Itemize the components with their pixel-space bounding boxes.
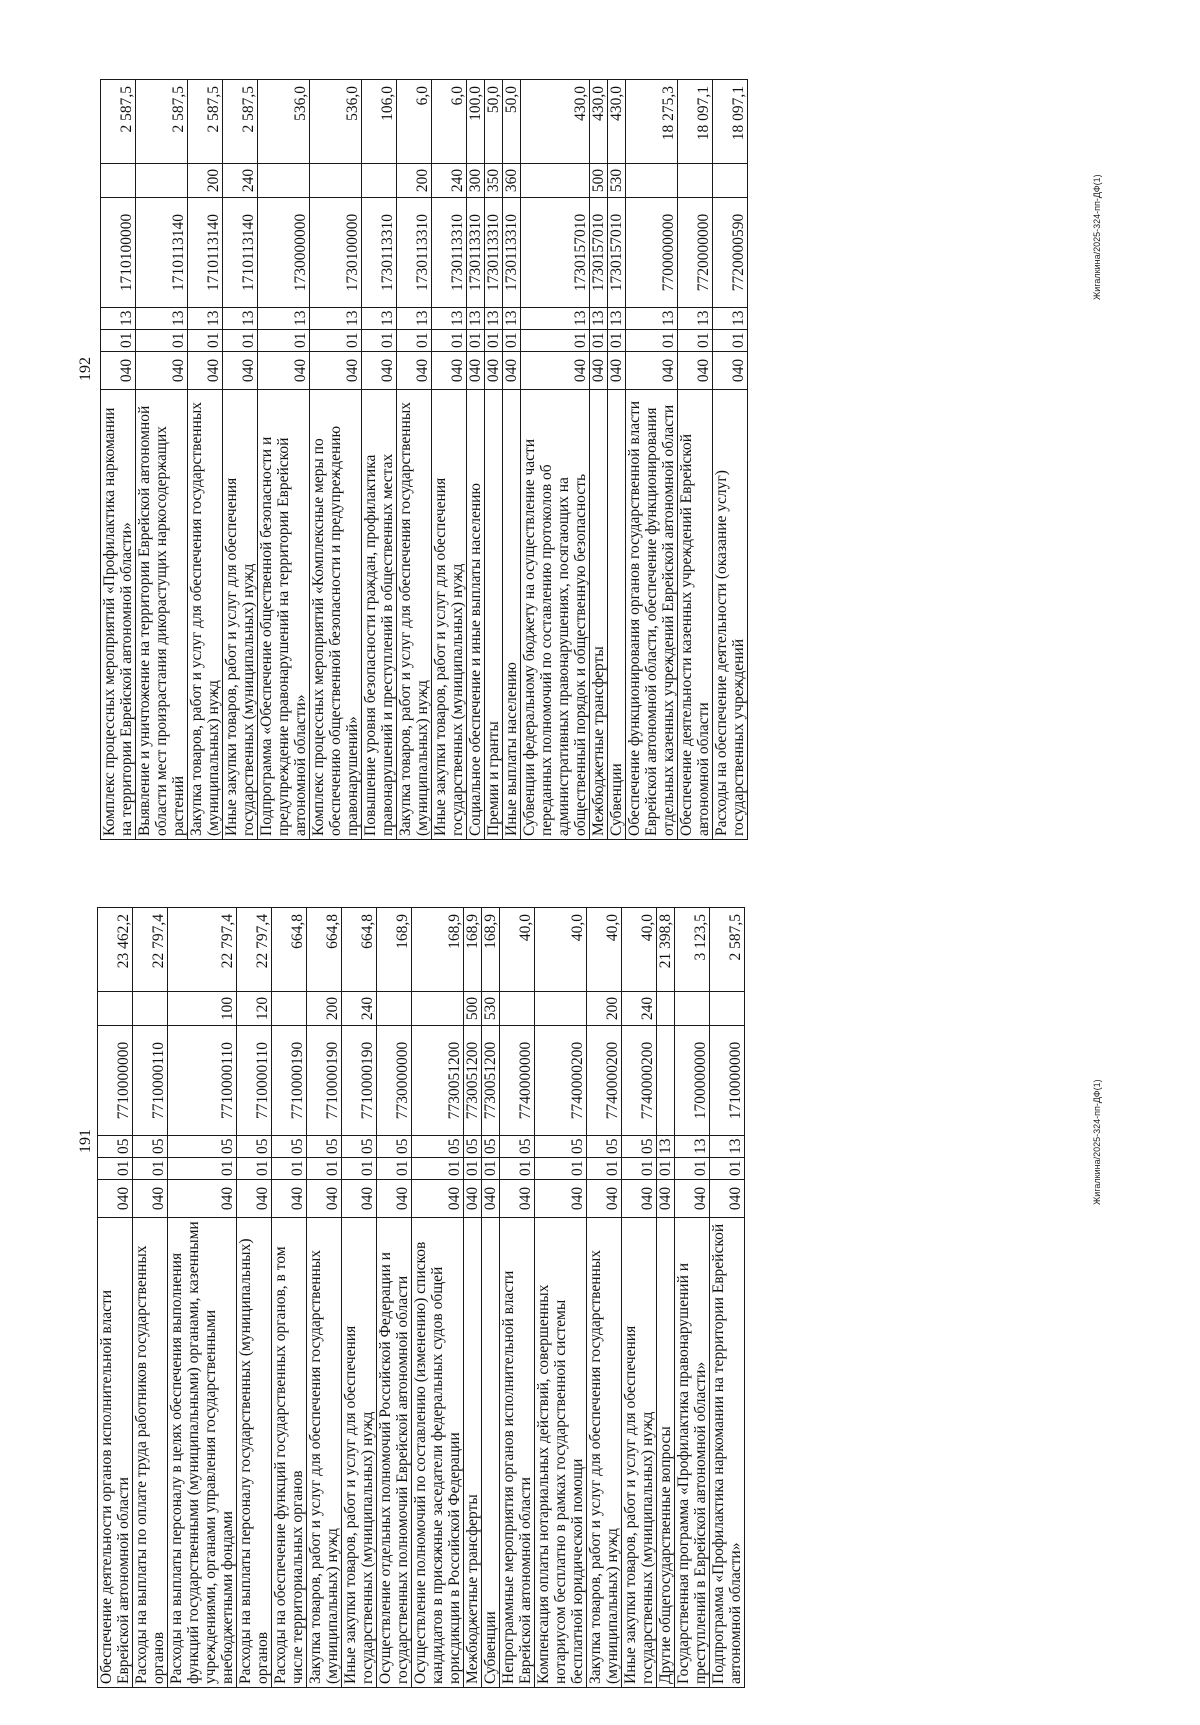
row-amount: 2 587,5 xyxy=(710,908,745,992)
row-vr xyxy=(412,992,464,1026)
page-left xyxy=(97,908,957,1688)
row-amount: 40,0 xyxy=(587,908,622,992)
table-row xyxy=(503,80,521,840)
row-amount: 664,8 xyxy=(307,908,342,992)
row-name: Закупка товаров, работ и услуг для обеспечения государственных (муниципальных) нужд xyxy=(188,390,223,840)
row-name: Субвенции xyxy=(482,1218,500,1688)
row-name: Расходы на обеспечение функций государственных органов, в том числе территориальных органов xyxy=(272,1218,307,1688)
row-name: Расходы на выплаты по оплате труда работников государственных органов xyxy=(133,1218,168,1688)
row-ved: 040 xyxy=(377,1180,412,1218)
row-pr: 13 xyxy=(188,308,223,330)
row-pr: 13 xyxy=(678,308,713,330)
footer-right: Жигалкина/2025-324-пп-ДФ(1) xyxy=(1092,174,1102,300)
table-row xyxy=(590,80,608,840)
row-ved: 040 xyxy=(362,352,397,390)
budget-table-right-body xyxy=(101,80,748,840)
row-pr: 05 xyxy=(500,1136,535,1158)
row-ved: 040 xyxy=(485,352,503,390)
row-name: Государственная программа «Профилактика правонарушений и преступлений в Еврейской автономной области» xyxy=(675,1218,710,1688)
row-vr: 200 xyxy=(307,992,342,1026)
row-ved: 040 xyxy=(397,352,432,390)
row-ved: 040 xyxy=(168,1180,237,1218)
row-csr: 7700000000 xyxy=(626,198,678,308)
row-amount: 430,0 xyxy=(608,80,626,164)
row-rz: 01 xyxy=(622,1158,657,1180)
row-name: Межбюджетные трансферты xyxy=(464,1218,482,1688)
row-ved: 040 xyxy=(101,352,136,390)
row-pr: 13 xyxy=(223,308,258,330)
row-rz: 01 xyxy=(482,1158,500,1180)
row-ved: 040 xyxy=(136,352,188,390)
row-amount: 40,0 xyxy=(500,908,535,992)
table-row xyxy=(168,908,237,1688)
row-ved: 040 xyxy=(503,352,521,390)
row-name: Обеспечение функционирования органов государственной власти Еврейской автономной области, обеспечение функционирования отдельных казенных учреждений Еврейской автономной области xyxy=(626,390,678,840)
row-amount: 50,0 xyxy=(503,80,521,164)
row-pr: 05 xyxy=(377,1136,412,1158)
row-name: Иные выплаты населению xyxy=(503,390,521,840)
row-ved: 040 xyxy=(590,352,608,390)
row-vr xyxy=(521,164,590,198)
row-pr: 13 xyxy=(657,1136,675,1158)
row-pr: 13 xyxy=(467,308,485,330)
row-ved: 040 xyxy=(713,352,748,390)
table-row xyxy=(258,80,310,840)
row-rz: 01 xyxy=(133,1158,168,1180)
row-amount: 6,0 xyxy=(432,80,467,164)
table-row xyxy=(101,80,136,840)
row-rz: 01 xyxy=(713,330,748,352)
row-csr: 1730157010 xyxy=(521,198,590,308)
row-vr: 120 xyxy=(237,992,272,1026)
row-ved: 040 xyxy=(310,352,362,390)
row-rz: 01 xyxy=(223,330,258,352)
row-rz: 01 xyxy=(678,330,713,352)
row-csr: 7730051200 xyxy=(412,1026,464,1136)
table-row xyxy=(136,80,188,840)
row-pr: 05 xyxy=(272,1136,307,1158)
row-ved: 040 xyxy=(587,1180,622,1218)
row-ved: 040 xyxy=(188,352,223,390)
row-pr: 05 xyxy=(535,1136,587,1158)
row-ved: 040 xyxy=(467,352,485,390)
table-row xyxy=(521,80,590,840)
row-vr xyxy=(500,992,535,1026)
row-csr: 7730000000 xyxy=(377,1026,412,1136)
row-csr: 1710100000 xyxy=(101,198,136,308)
row-pr: 13 xyxy=(626,308,678,330)
table-row xyxy=(98,908,133,1688)
row-name: Субвенции xyxy=(608,390,626,840)
table-row xyxy=(432,80,467,840)
table-row xyxy=(307,908,342,1688)
row-vr: 530 xyxy=(482,992,500,1026)
row-csr: 1730157010 xyxy=(590,198,608,308)
row-amount: 22 797,4 xyxy=(168,908,237,992)
budget-table-right xyxy=(100,79,748,840)
row-vr xyxy=(377,992,412,1026)
budget-table-left-body xyxy=(98,908,745,1688)
table-row xyxy=(342,908,377,1688)
row-csr: 1730113310 xyxy=(432,198,467,308)
row-rz: 01 xyxy=(272,1158,307,1180)
row-vr xyxy=(713,164,748,198)
row-name: Выявление и уничтожение на территории Еврейской автономной области мест произрастания дикорастущих наркосодержащих растений xyxy=(136,390,188,840)
row-amount: 106,0 xyxy=(362,80,397,164)
row-pr: 13 xyxy=(503,308,521,330)
row-vr xyxy=(258,164,310,198)
row-vr: 360 xyxy=(503,164,521,198)
row-ved: 040 xyxy=(272,1180,307,1218)
row-csr: 1700000000 xyxy=(675,1026,710,1136)
row-ved: 040 xyxy=(622,1180,657,1218)
row-amount: 40,0 xyxy=(622,908,657,992)
table-row xyxy=(362,80,397,840)
row-pr: 13 xyxy=(397,308,432,330)
row-csr: 1710000000 xyxy=(710,1026,745,1136)
row-amount: 168,9 xyxy=(464,908,482,992)
row-csr: 7710000000 xyxy=(98,1026,133,1136)
table-row xyxy=(223,80,258,840)
row-ved: 040 xyxy=(307,1180,342,1218)
table-row xyxy=(657,908,675,1688)
row-amount: 40,0 xyxy=(535,908,587,992)
table-row xyxy=(133,908,168,1688)
row-amount: 18 097,1 xyxy=(678,80,713,164)
table-row xyxy=(188,80,223,840)
table-row xyxy=(713,80,748,840)
row-pr: 13 xyxy=(521,308,590,330)
row-rz: 01 xyxy=(608,330,626,352)
row-name: Расходы на выплаты персоналу в целях обеспечения выполнения функций государственными (муниципальными) органами, казенными учреждениями, органами управления государственными внебюджетными фондами xyxy=(168,1218,237,1688)
row-csr: 1730100000 xyxy=(310,198,362,308)
row-pr: 05 xyxy=(464,1136,482,1158)
row-csr: 7740000200 xyxy=(587,1026,622,1136)
row-name: Иные закупки товаров, работ и услуг для обеспечения государственных (муниципальных) нужд xyxy=(622,1218,657,1688)
row-csr: 1730113310 xyxy=(397,198,432,308)
row-rz: 01 xyxy=(590,330,608,352)
row-rz: 01 xyxy=(342,1158,377,1180)
row-vr xyxy=(657,992,675,1026)
row-rz: 01 xyxy=(136,330,188,352)
row-name: Обеспечение деятельности органов исполнительной власти Еврейской автономной области xyxy=(98,1218,133,1688)
row-csr: 1710113140 xyxy=(223,198,258,308)
row-pr: 13 xyxy=(675,1136,710,1158)
row-vr: 100 xyxy=(168,992,237,1026)
row-amount: 168,9 xyxy=(482,908,500,992)
budget-table-left xyxy=(97,907,745,1688)
row-name: Осуществление отдельных полномочий Российской Федерации и государственных полномочий Еврейской автономной области xyxy=(377,1218,412,1688)
table-row xyxy=(587,908,622,1688)
row-csr: 1710113140 xyxy=(188,198,223,308)
row-name: Расходы на обеспечение деятельности (оказание услуг) государственных учреждений xyxy=(713,390,748,840)
row-ved: 040 xyxy=(675,1180,710,1218)
row-rz: 01 xyxy=(535,1158,587,1180)
row-rz: 01 xyxy=(258,330,310,352)
row-csr: 7740000200 xyxy=(622,1026,657,1136)
row-csr: 7720000000 xyxy=(678,198,713,308)
row-pr: 05 xyxy=(237,1136,272,1158)
row-vr: 300 xyxy=(467,164,485,198)
row-csr: 7710000190 xyxy=(272,1026,307,1136)
row-amount: 50,0 xyxy=(485,80,503,164)
row-pr: 05 xyxy=(168,1136,237,1158)
row-amount: 2 587,5 xyxy=(188,80,223,164)
row-rz: 01 xyxy=(237,1158,272,1180)
row-vr xyxy=(98,992,133,1026)
row-name: Премии и гранты xyxy=(485,390,503,840)
table-row xyxy=(535,908,587,1688)
row-pr: 13 xyxy=(710,1136,745,1158)
row-ved: 040 xyxy=(258,352,310,390)
table-row xyxy=(464,908,482,1688)
row-ved: 040 xyxy=(98,1180,133,1218)
row-csr: 1730113310 xyxy=(485,198,503,308)
row-rz: 01 xyxy=(467,330,485,352)
row-ved: 040 xyxy=(482,1180,500,1218)
row-csr: 7730051200 xyxy=(464,1026,482,1136)
row-vr xyxy=(362,164,397,198)
row-vr xyxy=(675,992,710,1026)
row-pr: 05 xyxy=(587,1136,622,1158)
row-rz: 01 xyxy=(362,330,397,352)
row-name: Межбюджетные трансферты xyxy=(590,390,608,840)
row-amount: 18 097,1 xyxy=(713,80,748,164)
row-pr: 13 xyxy=(136,308,188,330)
table-row xyxy=(397,80,432,840)
row-name: Закупка товаров, работ и услуг для обеспечения государственных (муниципальных) нужд xyxy=(307,1218,342,1688)
row-amount: 664,8 xyxy=(272,908,307,992)
row-vr xyxy=(535,992,587,1026)
row-vr: 500 xyxy=(464,992,482,1026)
table-row xyxy=(272,908,307,1688)
row-name: Непрограммные мероприятия органов исполнительной власти Еврейской автономной области xyxy=(500,1218,535,1688)
table-row xyxy=(377,908,412,1688)
row-amount: 536,0 xyxy=(258,80,310,164)
row-vr: 500 xyxy=(590,164,608,198)
row-rz: 01 xyxy=(503,330,521,352)
footer-left: Жигалкина/2025-324-пп-ДФ(1) xyxy=(1092,1079,1102,1205)
row-pr: 05 xyxy=(307,1136,342,1158)
row-ved: 040 xyxy=(657,1180,675,1218)
row-rz: 01 xyxy=(675,1158,710,1180)
row-rz: 01 xyxy=(432,330,467,352)
row-vr: 240 xyxy=(342,992,377,1026)
row-ved: 040 xyxy=(464,1180,482,1218)
row-name: Комплекс процессных мероприятий «Комплексные меры по обеспечению общественной безопасности и предупреждению правонарушений» xyxy=(310,390,362,840)
row-name: Субвенции федеральному бюджету на осуществление части переданных полномочий по составлению протоколов об административных правонарушениях, посягающих на общественный порядок и общественную безопасность xyxy=(521,390,590,840)
row-vr: 240 xyxy=(432,164,467,198)
row-name: Комплекс процессных мероприятий «Профилактика наркомании на территории Еврейской автономной области» xyxy=(101,390,136,840)
row-amount: 23 462,2 xyxy=(98,908,133,992)
table-row xyxy=(467,80,485,840)
row-rz: 01 xyxy=(485,330,503,352)
row-name: Другие общегосударственные вопросы xyxy=(657,1218,675,1688)
table-row xyxy=(482,908,500,1688)
row-amount: 22 797,4 xyxy=(237,908,272,992)
row-ved: 040 xyxy=(342,1180,377,1218)
row-amount: 2 587,5 xyxy=(223,80,258,164)
row-name: Обеспечение деятельности казенных учреждений Еврейской автономной области xyxy=(678,390,713,840)
row-pr: 13 xyxy=(101,308,136,330)
row-csr: 1730113310 xyxy=(467,198,485,308)
table-row xyxy=(678,80,713,840)
row-pr: 13 xyxy=(362,308,397,330)
row-vr: 240 xyxy=(223,164,258,198)
row-vr xyxy=(101,164,136,198)
row-vr: 530 xyxy=(608,164,626,198)
row-csr: 1730113310 xyxy=(503,198,521,308)
row-rz: 01 xyxy=(397,330,432,352)
row-amount: 2 587,5 xyxy=(101,80,136,164)
row-amount: 3 123,5 xyxy=(675,908,710,992)
row-pr: 05 xyxy=(622,1136,657,1158)
row-pr: 13 xyxy=(258,308,310,330)
row-pr: 05 xyxy=(342,1136,377,1158)
page-right xyxy=(100,80,1115,840)
row-rz: 01 xyxy=(710,1158,745,1180)
row-name: Подпрограмма «Профилактика наркомании на территории Еврейской автономной области» xyxy=(710,1218,745,1688)
row-amount: 168,9 xyxy=(412,908,464,992)
row-ved: 040 xyxy=(608,352,626,390)
row-csr: 7710000190 xyxy=(342,1026,377,1136)
row-pr: 05 xyxy=(412,1136,464,1158)
row-ved: 040 xyxy=(710,1180,745,1218)
row-vr xyxy=(710,992,745,1026)
row-amount: 18 275,3 xyxy=(626,80,678,164)
row-ved: 040 xyxy=(133,1180,168,1218)
row-pr: 05 xyxy=(133,1136,168,1158)
row-vr xyxy=(310,164,362,198)
row-vr xyxy=(136,164,188,198)
row-amount: 21 398,8 xyxy=(657,908,675,992)
row-rz: 01 xyxy=(500,1158,535,1180)
row-amount: 2 587,5 xyxy=(136,80,188,164)
row-ved: 040 xyxy=(223,352,258,390)
row-pr: 05 xyxy=(98,1136,133,1158)
row-ved: 040 xyxy=(535,1180,587,1218)
row-amount: 6,0 xyxy=(397,80,432,164)
table-row xyxy=(626,80,678,840)
row-amount: 536,0 xyxy=(310,80,362,164)
row-ved: 040 xyxy=(678,352,713,390)
row-name: Подпрограмма «Обеспечение общественной безопасности и предупреждение правонарушений на территории Еврейской автономной области» xyxy=(258,390,310,840)
table-row xyxy=(500,908,535,1688)
row-csr: 7730051200 xyxy=(482,1026,500,1136)
row-name: Повышение уровня безопасности граждан, профилактика правонарушений и преступлений в общественных местах xyxy=(362,390,397,840)
row-ved: 040 xyxy=(237,1180,272,1218)
table-row xyxy=(710,908,745,1688)
row-pr: 13 xyxy=(608,308,626,330)
table-row xyxy=(608,80,626,840)
row-ved: 040 xyxy=(412,1180,464,1218)
row-name: Социальное обеспечение и иные выплаты населению xyxy=(467,390,485,840)
row-pr: 13 xyxy=(432,308,467,330)
row-rz: 01 xyxy=(657,1158,675,1180)
row-name: Закупка товаров, работ и услуг для обеспечения государственных (муниципальных) нужд xyxy=(397,390,432,840)
row-rz: 01 xyxy=(464,1158,482,1180)
row-vr: 200 xyxy=(397,164,432,198)
row-vr: 200 xyxy=(587,992,622,1026)
row-rz: 01 xyxy=(310,330,362,352)
row-rz: 01 xyxy=(377,1158,412,1180)
row-vr xyxy=(133,992,168,1026)
table-row xyxy=(237,908,272,1688)
row-name: Иные закупки товаров, работ и услуг для обеспечения государственных (муниципальных) нужд xyxy=(432,390,467,840)
row-ved: 040 xyxy=(521,352,590,390)
row-amount: 430,0 xyxy=(521,80,590,164)
row-name: Иные закупки товаров, работ и услуг для обеспечения государственных (муниципальных) нужд xyxy=(342,1218,377,1688)
row-rz: 01 xyxy=(98,1158,133,1180)
row-name: Иные закупки товаров, работ и услуг для обеспечения государственных (муниципальных) нужд xyxy=(223,390,258,840)
row-csr: 1710113140 xyxy=(136,198,188,308)
row-csr: 1730113310 xyxy=(362,198,397,308)
row-pr: 05 xyxy=(482,1136,500,1158)
row-vr: 350 xyxy=(485,164,503,198)
row-pr: 13 xyxy=(590,308,608,330)
row-csr xyxy=(657,1026,675,1136)
row-amount: 100,0 xyxy=(467,80,485,164)
row-amount: 22 797,4 xyxy=(133,908,168,992)
row-csr: 7710000110 xyxy=(133,1026,168,1136)
row-rz: 01 xyxy=(188,330,223,352)
row-name: Закупка товаров, работ и услуг для обеспечения государственных (муниципальных) нужд xyxy=(587,1218,622,1688)
table-row xyxy=(675,908,710,1688)
page-number-left: 191 xyxy=(77,1129,94,1153)
row-vr xyxy=(272,992,307,1026)
row-rz: 01 xyxy=(412,1158,464,1180)
row-rz: 01 xyxy=(626,330,678,352)
row-rz: 01 xyxy=(101,330,136,352)
row-rz: 01 xyxy=(307,1158,342,1180)
row-csr: 1730157010 xyxy=(608,198,626,308)
row-amount: 168,9 xyxy=(377,908,412,992)
row-csr: 7710000110 xyxy=(168,1026,237,1136)
row-name: Осуществление полномочий по составлению (изменению) списков кандидатов в присяжные заседатели федеральных судов общей юрисдикции в Российской Федерации xyxy=(412,1218,464,1688)
row-pr: 13 xyxy=(485,308,503,330)
row-rz: 01 xyxy=(168,1158,237,1180)
row-name: Расходы на выплаты персоналу государственных (муниципальных) органов xyxy=(237,1218,272,1688)
row-vr: 200 xyxy=(188,164,223,198)
row-csr: 7720000590 xyxy=(713,198,748,308)
row-vr xyxy=(678,164,713,198)
row-ved: 040 xyxy=(432,352,467,390)
table-row xyxy=(310,80,362,840)
row-pr: 13 xyxy=(713,308,748,330)
row-rz: 01 xyxy=(587,1158,622,1180)
row-name: Компенсация оплаты нотариальных действий, совершенных нотариусом бесплатно в рамках государственной системы бесплатной юридической помощи xyxy=(535,1218,587,1688)
row-csr: 7710000190 xyxy=(307,1026,342,1136)
row-vr: 240 xyxy=(622,992,657,1026)
page-number-right: 192 xyxy=(77,357,94,381)
row-ved: 040 xyxy=(500,1180,535,1218)
row-vr xyxy=(626,164,678,198)
row-ved: 040 xyxy=(626,352,678,390)
row-amount: 430,0 xyxy=(590,80,608,164)
row-amount: 664,8 xyxy=(342,908,377,992)
row-pr: 13 xyxy=(310,308,362,330)
row-csr: 7710000110 xyxy=(237,1026,272,1136)
table-row xyxy=(412,908,464,1688)
row-csr: 7740000200 xyxy=(535,1026,587,1136)
row-csr: 7740000000 xyxy=(500,1026,535,1136)
row-rz: 01 xyxy=(521,330,590,352)
table-row xyxy=(485,80,503,840)
row-csr: 1730000000 xyxy=(258,198,310,308)
table-row xyxy=(622,908,657,1688)
